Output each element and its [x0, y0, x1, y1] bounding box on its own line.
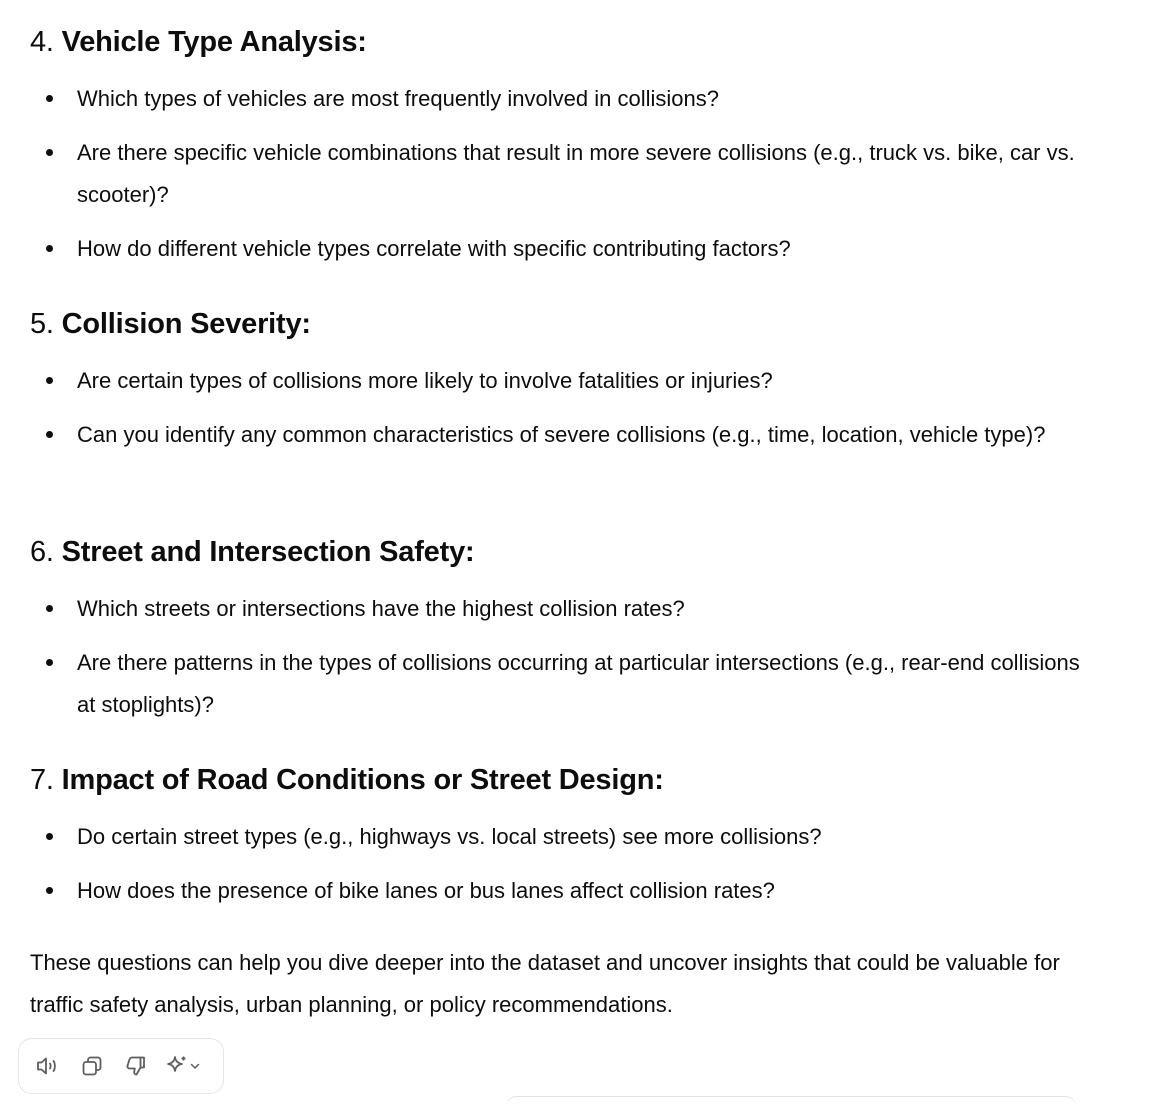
section-title: Impact of Road Conditions or Street Design:	[61, 764, 664, 796]
section-heading-street-safety	[30, 534, 474, 570]
section-title: Street and Intersection Safety:	[61, 536, 475, 568]
speaker-icon	[35, 1054, 61, 1078]
composer-top-edge	[505, 1096, 1077, 1109]
list-item: Are there specific vehicle combinations that result in more severe collisions (e.g., truck vs. bike, car vs. scooter)?	[30, 132, 1100, 216]
chevron-down-icon	[189, 1060, 201, 1072]
response-actions-bar	[18, 1038, 224, 1094]
list-item: Are certain types of collisions more likely to involve fatalities or injuries?	[30, 360, 1100, 402]
list-item: How do different vehicle types correlate with specific contributing factors?	[30, 228, 1100, 270]
section-number: 4.	[30, 26, 54, 58]
section-title: Collision Severity:	[61, 308, 311, 340]
section-title: Vehicle Type Analysis:	[61, 26, 367, 58]
sparkle-icon	[165, 1054, 189, 1078]
bullet-list	[30, 588, 1100, 738]
list-item: Which streets or intersections have the highest collision rates?	[30, 588, 1100, 630]
section-heading-road-conditions	[30, 762, 664, 798]
list-item: Are there patterns in the types of collisions occurring at particular intersections (e.g., rear-end collisions at stoplights)?	[30, 642, 1100, 726]
closing-paragraph: These questions can help you dive deeper into the dataset and uncover insights that could be valuable for traffic safety analysis, urban planning, or policy recommendations.	[30, 950, 1060, 1017]
copy-icon	[80, 1054, 104, 1078]
copy-button[interactable]	[77, 1051, 107, 1081]
bad-response-button[interactable]	[121, 1051, 151, 1081]
switch-model-button[interactable]	[165, 1051, 209, 1081]
bullet-list	[30, 360, 1100, 468]
section-heading-collision-severity	[30, 306, 311, 342]
read-aloud-button[interactable]	[33, 1051, 63, 1081]
section-heading-vehicle-type	[30, 24, 367, 60]
section-number: 5.	[30, 308, 54, 340]
section-number: 6.	[30, 536, 54, 568]
bullet-list	[30, 78, 1100, 282]
thumbs-down-icon	[124, 1054, 148, 1078]
bullet-list	[30, 816, 1100, 924]
list-item: Do certain street types (e.g., highways vs. local streets) see more collisions?	[30, 816, 1100, 858]
section-number: 7.	[30, 764, 54, 796]
list-item: Which types of vehicles are most frequently involved in collisions?	[30, 78, 1100, 120]
list-item: Can you identify any common characteristics of severe collisions (e.g., time, location, vehicle type)?	[30, 414, 1100, 456]
list-item: How does the presence of bike lanes or bus lanes affect collision rates?	[30, 870, 1100, 912]
